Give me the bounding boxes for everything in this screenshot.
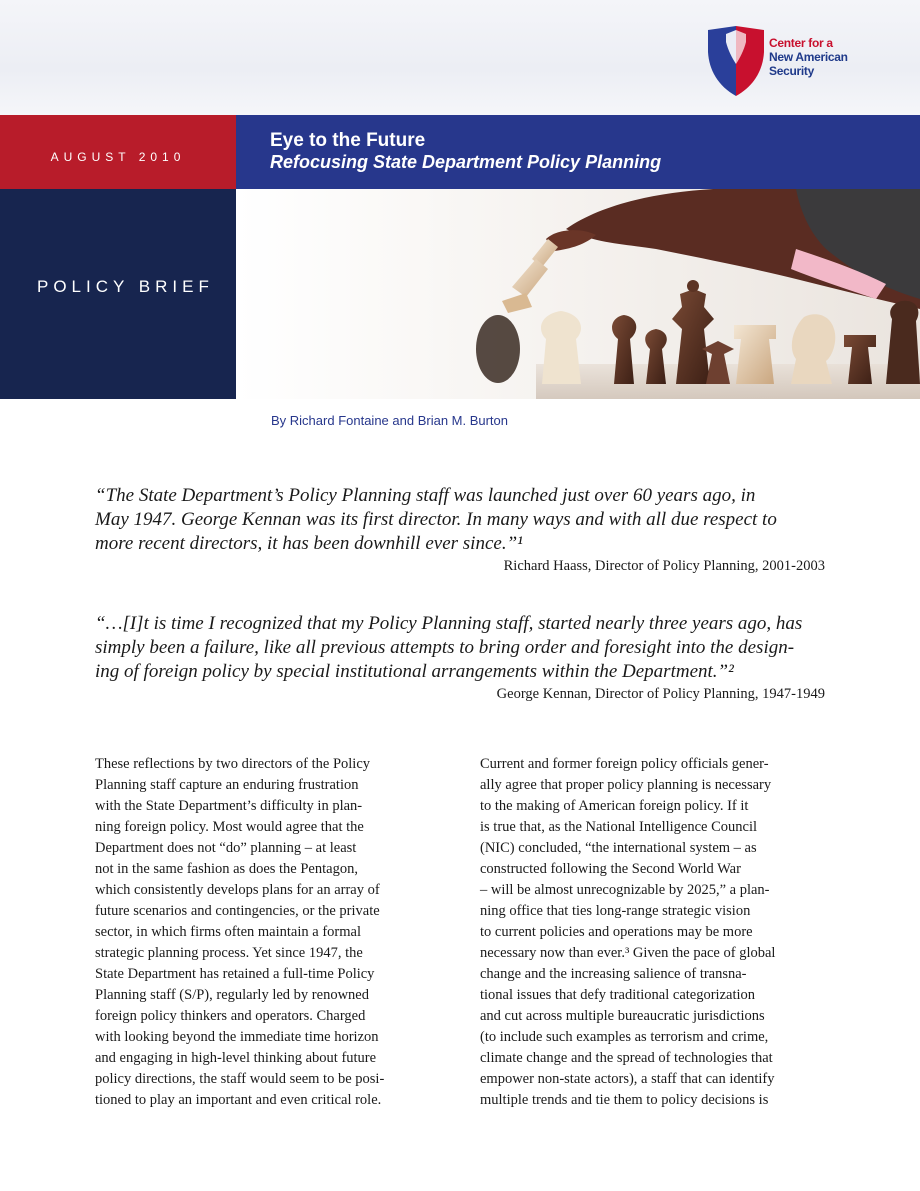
quote-line: May 1947. George Kennan was its first director. In many ways and with all due respect to [95, 509, 777, 530]
body-text-line: (to include such examples as terrorism and crime, [480, 1029, 769, 1045]
quote-attribution-2: George Kennan, Director of Policy Planning, 1947-1949 [496, 686, 825, 702]
quote-attribution-1: Richard Haass, Director of Policy Planning, 2001-2003 [503, 558, 825, 574]
body-text-line: and engaging in high-level thinking about future [95, 1050, 377, 1066]
body-text-line: These reflections by two directors of the Policy [95, 756, 371, 772]
body-text-line: multiple trends and tie them to policy decisions is [480, 1092, 769, 1108]
body-text-line: ning foreign policy. Most would agree that the [95, 819, 364, 835]
body-text-line: strategic planning process. Yet since 1947, the [95, 945, 363, 961]
body-text-line: State Department has retained a full-time Policy [95, 966, 375, 982]
body-text-line: Planning staff (S/P), regularly led by renowned [95, 987, 369, 1003]
logo-wordmark [769, 36, 869, 78]
body-text-line: and cut across multiple bureaucratic jurisdictions [480, 1008, 765, 1024]
date-box [0, 115, 236, 189]
body-text-line: Current and former foreign policy officials gener- [480, 756, 769, 772]
body-text-line: with the State Department’s difficulty in plan- [95, 798, 363, 814]
page-subtitle: Refocusing State Department Policy Planning [270, 152, 662, 172]
byline: By Richard Fontaine and Brian M. Burton [271, 413, 509, 428]
body-text-line: change and the increasing salience of transna- [480, 966, 747, 982]
quote-line: ing of foreign policy by special institutional arrangements within the Department.”² [95, 661, 734, 682]
chess-photo-illustration [236, 189, 920, 399]
quote-line: more recent directors, it has been downhill ever since.”¹ [95, 533, 523, 554]
logo-line-1: Center for a [769, 36, 833, 50]
body-text-line: policy directions, the staff would seem to be posi- [95, 1071, 385, 1087]
body-text-line: ally agree that proper policy planning is necessary [480, 777, 772, 793]
body-column-left [95, 754, 440, 1111]
body-text-line: constructed following the Second World War [480, 861, 741, 877]
shield-icon [706, 24, 766, 98]
body-text-line: to current policies and operations may be more [480, 924, 753, 940]
body-text-line: which consistently develops plans for an array of [95, 882, 380, 898]
body-text-line: – will be almost unrecognizable by 2025,” a plan- [480, 882, 770, 898]
body-column-right [480, 754, 825, 1111]
body-text-line: future scenarios and contingencies, or the private [95, 903, 380, 919]
logo-line-3: Security [769, 64, 814, 78]
epigraph-quote-2 [95, 612, 830, 684]
series-label: POLICY BRIEF [37, 277, 214, 296]
quote-line: “…[I]t is time I recognized that my Policy Planning staff, started nearly three years ago, has [95, 613, 803, 634]
body-text-line: to the making of American foreign policy. If it [480, 798, 749, 814]
body-text-line: tional issues that defy traditional categorization [480, 987, 756, 1003]
chess-photo [236, 189, 920, 399]
publication-date: AUGUST 2010 [50, 150, 186, 164]
epigraph-quote-1 [95, 484, 830, 556]
title-bar [236, 115, 920, 189]
body-text-line: with looking beyond the immediate time horizon [95, 1029, 379, 1045]
quote-line: simply been a failure, like all previous attempts to bring order and foresight into the design- [95, 637, 795, 658]
body-text-line: sector, in which firms often maintain a formal [95, 924, 361, 940]
body-text-line: is true that, as the National Intelligence Council [480, 819, 758, 835]
body-text-line: climate change and the spread of technologies that [480, 1050, 773, 1066]
page-title: Eye to the Future [270, 130, 426, 151]
series-box [0, 189, 236, 399]
body-text-line: foreign policy thinkers and operators. Charged [95, 1008, 366, 1024]
body-text-line: Department does not “do” planning – at least [95, 840, 357, 856]
body-text-line: ning office that ties long-range strategic vision [480, 903, 751, 919]
body-text-line: empower non-state actors), a staff that can identify [480, 1071, 775, 1087]
body-text-line: not in the same fashion as does the Pentagon, [95, 861, 358, 877]
body-text-line: necessary now than ever.³ Given the pace of global [480, 945, 776, 961]
quote-line: “The State Department’s Policy Planning staff was launched just over 60 years ago, in [95, 485, 756, 506]
body-text-line: (NIC) concluded, “the international system – as [480, 840, 757, 856]
logo-line-2: New American [769, 50, 848, 64]
body-text-line: Planning staff capture an enduring frustration [95, 777, 359, 793]
cnas-logo [706, 24, 866, 98]
body-text-line: tioned to play an important and even critical role. [95, 1092, 382, 1108]
